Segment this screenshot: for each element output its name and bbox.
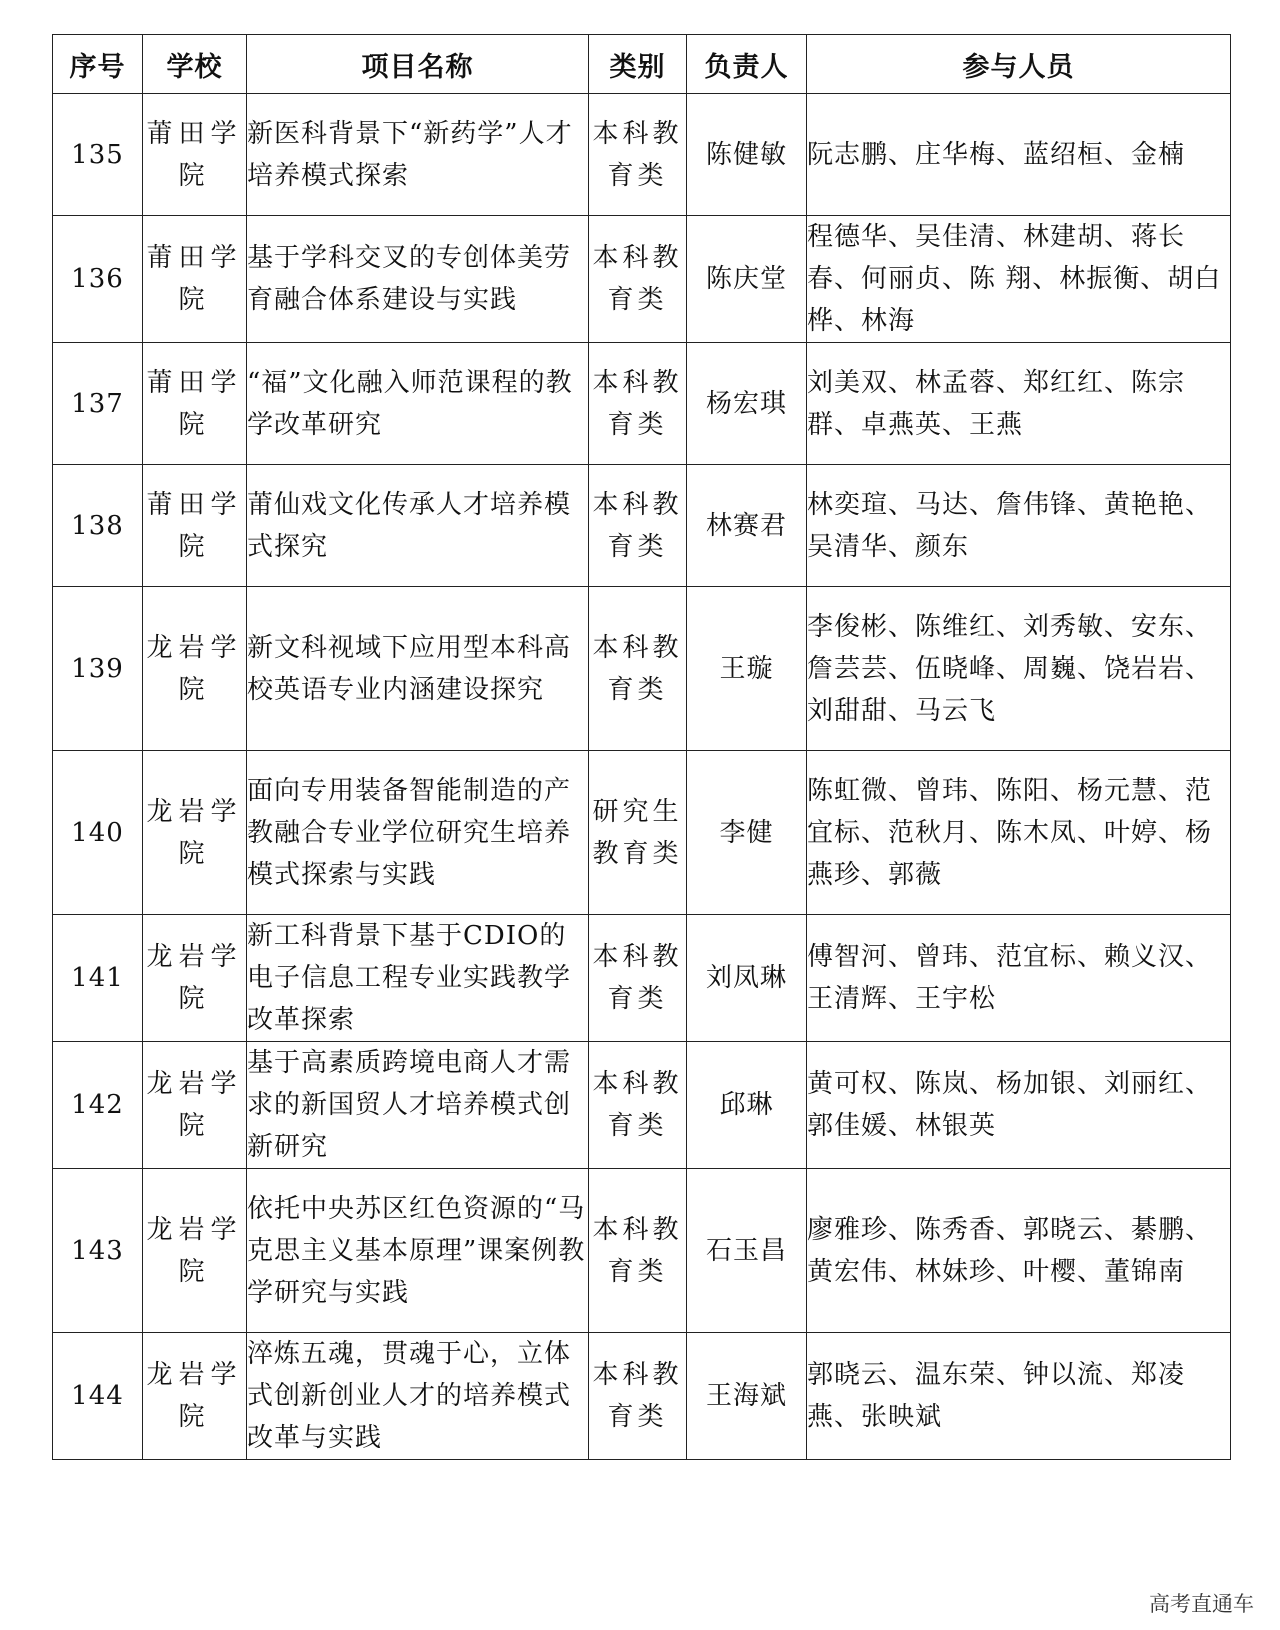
row-school: 莆田学院: [143, 216, 247, 343]
row-project-name: 依托中央苏区红色资源的“马克思主义基本原理”课案例教学研究与实践: [247, 1169, 589, 1333]
watermark: 高考直通车: [1149, 1592, 1254, 1616]
table-row: [53, 1333, 1231, 1460]
row-number: 138: [53, 465, 143, 587]
table-row: [53, 465, 1231, 587]
header-members: 参与人员: [807, 35, 1231, 94]
row-number: 143: [53, 1169, 143, 1333]
row-project-name: 面向专用装备智能制造的产教融合专业学位研究生培养模式探索与实践: [247, 751, 589, 915]
row-number: 141: [53, 915, 143, 1042]
table-row: [53, 1169, 1231, 1333]
row-number: 136: [53, 216, 143, 343]
row-members: 林奕瑄、马达、詹伟锋、黄艳艳、吴清华、颜东: [807, 465, 1231, 587]
row-number: 144: [53, 1333, 143, 1460]
header-category: 类别: [589, 35, 687, 94]
project-table: [52, 34, 1231, 1460]
row-lead: 刘凤琳: [687, 915, 807, 1042]
row-project-name: 基于学科交叉的专创体美劳育融合体系建设与实践: [247, 216, 589, 343]
header-school: 学校: [143, 35, 247, 94]
header-row: [53, 35, 1231, 94]
row-project-name: “福”文化融入师范课程的教学改革研究: [247, 343, 589, 465]
row-school: 龙岩学院: [143, 587, 247, 751]
row-project-name: 莆仙戏文化传承人才培养模式探究: [247, 465, 589, 587]
row-number: 140: [53, 751, 143, 915]
row-category: 本科教育类: [589, 1169, 687, 1333]
row-category: 本科教育类: [589, 1042, 687, 1169]
row-members: 廖雅珍、陈秀香、郭晓云、綦鹏、黄宏伟、林妹珍、叶樱、董锦南: [807, 1169, 1231, 1333]
row-project-name: 基于高素质跨境电商人才需求的新国贸人才培养模式创新研究: [247, 1042, 589, 1169]
row-school: 龙岩学院: [143, 1333, 247, 1460]
row-lead: 邱琳: [687, 1042, 807, 1169]
row-category: 本科教育类: [589, 915, 687, 1042]
table-row: [53, 343, 1231, 465]
row-number: 139: [53, 587, 143, 751]
row-lead: 李健: [687, 751, 807, 915]
row-lead: 林赛君: [687, 465, 807, 587]
row-members: 阮志鹏、庄华梅、蓝绍桓、金楠: [807, 94, 1231, 216]
row-members: 李俊彬、陈维红、刘秀敏、安东、詹芸芸、伍晓峰、周巍、饶岩岩、刘甜甜、马云飞: [807, 587, 1231, 751]
row-school: 龙岩学院: [143, 1042, 247, 1169]
row-lead: 王璇: [687, 587, 807, 751]
row-school: 莆田学院: [143, 465, 247, 587]
table-row: [53, 915, 1231, 1042]
row-school: 龙岩学院: [143, 1169, 247, 1333]
row-category: 本科教育类: [589, 1333, 687, 1460]
row-project-name: 新工科背景下基于CDIO的电子信息工程专业实践教学改革探索: [247, 915, 589, 1042]
row-school: 莆田学院: [143, 343, 247, 465]
table-row: [53, 587, 1231, 751]
row-number: 137: [53, 343, 143, 465]
row-lead: 陈健敏: [687, 94, 807, 216]
row-category: 本科教育类: [589, 587, 687, 751]
row-lead: 杨宏琪: [687, 343, 807, 465]
row-number: 142: [53, 1042, 143, 1169]
row-members: 陈虹微、曾玮、陈阳、杨元慧、范宜标、范秋月、陈木凤、叶婷、杨燕珍、郭薇: [807, 751, 1231, 915]
row-category: 本科教育类: [589, 216, 687, 343]
row-lead: 陈庆堂: [687, 216, 807, 343]
header-project-name: 项目名称: [247, 35, 589, 94]
row-project-name: 淬炼五魂，贯魂于心，立体式创新创业人才的培养模式改革与实践: [247, 1333, 589, 1460]
row-project-name: 新医科背景下“新药学”人才培养模式探索: [247, 94, 589, 216]
table-row: [53, 94, 1231, 216]
row-members: 郭晓云、温东荣、钟以流、郑凌燕、张映斌: [807, 1333, 1231, 1460]
row-members: 程德华、吴佳清、林建胡、蒋长春、何丽贞、陈 翔、林振衡、胡白桦、林海: [807, 216, 1231, 343]
table-row: [53, 216, 1231, 343]
header-lead: 负责人: [687, 35, 807, 94]
row-school: 龙岩学院: [143, 751, 247, 915]
row-school: 龙岩学院: [143, 915, 247, 1042]
table-row: [53, 1042, 1231, 1169]
row-category: 本科教育类: [589, 343, 687, 465]
row-project-name: 新文科视域下应用型本科高校英语专业内涵建设探究: [247, 587, 589, 751]
row-members: 黄可权、陈岚、杨加银、刘丽红、郭佳媛、林银英: [807, 1042, 1231, 1169]
row-category: 本科教育类: [589, 465, 687, 587]
row-members: 傅智河、曾玮、范宜标、赖义汉、王清辉、王宇松: [807, 915, 1231, 1042]
row-category: 本科教育类: [589, 94, 687, 216]
row-members: 刘美双、林孟蓉、郑红红、陈宗群、卓燕英、王燕: [807, 343, 1231, 465]
header-number: 序号: [53, 35, 143, 94]
row-school: 莆田学院: [143, 94, 247, 216]
row-lead: 石玉昌: [687, 1169, 807, 1333]
table-row: [53, 751, 1231, 915]
row-category: 研究生教育类: [589, 751, 687, 915]
row-lead: 王海斌: [687, 1333, 807, 1460]
row-number: 135: [53, 94, 143, 216]
